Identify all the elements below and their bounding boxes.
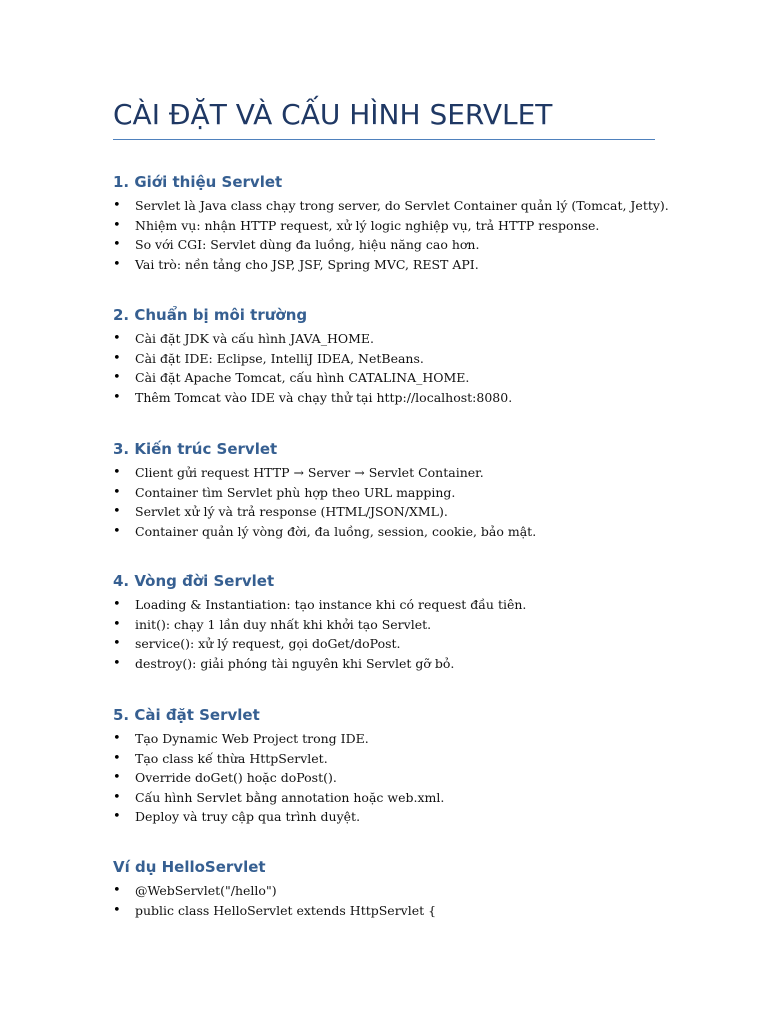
list-item [113,463,673,483]
bullet-icon: • [113,750,121,766]
section-intro [113,172,673,274]
list-item-text: Servlet là Java class chạy trong server, do Servlet Container quản lý (Tomcat, Jetty). [135,198,669,213]
list-item [113,522,673,542]
list-item [113,807,673,827]
bullet-icon: • [113,465,121,480]
list-item [113,729,673,749]
list-item-text: Deploy và truy cập qua trình duyệt. [135,809,361,824]
list-item [113,502,673,522]
list-item [113,235,673,255]
bullet-icon: • [113,616,121,632]
list-item-text: Servlet xử lý và trả response (HTML/JSON/XML). [135,504,448,519]
title-underline [113,139,655,140]
bullet-icon: • [113,350,121,366]
list-item [113,654,673,674]
section-heading: 1. Giới thiệu Servlet [113,173,283,191]
bullet-icon: • [113,655,121,671]
bullet-list [113,196,673,274]
list-item [113,788,673,808]
list-item-text: Client gửi request HTTP → Server → Servlet Container. [135,465,484,480]
bullet-icon: • [113,370,121,385]
bullet-icon: • [113,198,121,213]
bullet-icon: • [113,809,121,824]
list-item [113,388,673,408]
section-heading: 5. Cài đặt Servlet [113,706,260,724]
section-environment [113,305,673,407]
page-title: CÀI ĐẶT VÀ CẤU HÌNH SERVLET [113,98,553,131]
list-item-text: So với CGI: Servlet dùng đa luồng, hiệu năng cao hơn. [135,237,480,252]
bullet-icon: • [113,256,121,272]
list-item [113,881,673,901]
list-item-text: Container quản lý vòng đời, đa luồng, session, cookie, bảo mật. [135,523,537,539]
list-item [113,483,673,503]
list-item [113,634,673,654]
list-item [113,216,673,236]
section-heading: 3. Kiến trúc Servlet [113,440,278,458]
section-heading: Ví dụ HelloServlet [113,858,266,876]
list-item [113,749,673,769]
list-item-text: Vai trò: nền tảng cho JSP, JSF, Spring MVC, REST API. [135,256,479,272]
list-item [113,901,673,921]
list-item-text: Cấu hình Servlet bằng annotation hoặc web.xml. [135,789,445,805]
list-item-text: Tạo class kế thừa HttpServlet. [135,750,328,766]
bullet-icon: • [113,504,121,519]
list-item-text: Loading & Instantiation: tạo instance khi có request đầu tiên. [135,597,527,612]
list-item [113,349,673,369]
bullet-icon: • [113,237,121,252]
bullet-list [113,729,673,827]
list-item [113,768,673,788]
bullet-icon: • [113,523,121,539]
list-item-text: init(): chạy 1 lần duy nhất khi khởi tạo Servlet. [135,616,432,632]
bullet-list [113,329,673,407]
list-item-text: Tạo Dynamic Web Project trong IDE. [135,731,369,746]
list-item-text: public class HelloServlet extends HttpServlet { [135,902,437,918]
section-lifecycle [113,571,673,673]
bullet-list [113,881,673,920]
list-item [113,368,673,388]
section-heading: 2. Chuẩn bị môi trường [113,306,308,324]
list-item-text: service(): xử lý request, gọi doGet/doPost. [135,636,401,651]
list-item [113,615,673,635]
bullet-icon: • [113,770,121,785]
list-item-text: Cài đặt Apache Tomcat, cấu hình CATALINA_HOME. [135,370,470,385]
list-item-text: Cài đặt JDK và cấu hình JAVA_HOME. [135,331,374,346]
bullet-icon: • [113,789,121,805]
bullet-icon: • [113,484,121,500]
bullet-icon: • [113,217,121,233]
section-heading: 4. Vòng đời Servlet [113,572,275,590]
bullet-icon: • [113,731,121,746]
section-example [113,857,673,920]
list-item-text: Override doGet() hoặc doPost(). [135,770,337,785]
bullet-list [113,463,673,541]
list-item [113,595,673,615]
bullet-icon: • [113,902,121,918]
list-item-text: Nhiệm vụ: nhận HTTP request, xử lý logic nghiệp vụ, trả HTTP response. [135,217,600,233]
list-item-text: Thêm Tomcat vào IDE và chạy thử tại http://localhost:8080. [135,389,513,405]
bullet-icon: • [113,389,121,405]
list-item-text: @WebServlet("/hello") [135,883,277,898]
list-item-text: destroy(): giải phóng tài nguyên khi Servlet gỡ bỏ. [135,655,455,671]
list-item-text: Container tìm Servlet phù hợp theo URL mapping. [135,484,456,500]
bullet-icon: • [113,883,121,898]
section-architecture [113,439,673,541]
section-install [113,705,673,827]
list-item [113,255,673,275]
bullet-icon: • [113,597,121,612]
list-item [113,196,673,216]
bullet-icon: • [113,331,121,346]
bullet-list [113,595,673,673]
list-item-text: Cài đặt IDE: Eclipse, IntelliJ IDEA, NetBeans. [135,350,424,366]
list-item [113,329,673,349]
bullet-icon: • [113,636,121,651]
